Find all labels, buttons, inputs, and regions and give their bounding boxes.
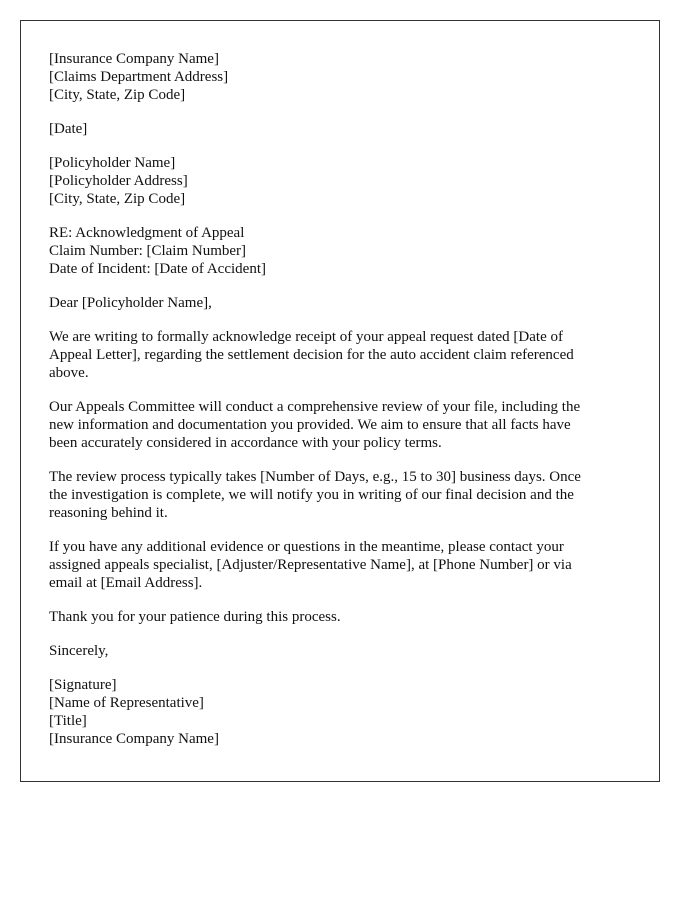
paragraph-line: Thank you for your patience during this process. bbox=[49, 609, 341, 625]
sender-city-state-zip: [City, State, Zip Code] bbox=[49, 87, 186, 103]
representative-title: [Title] bbox=[49, 713, 87, 729]
paragraph-line: new information and documentation you provided. We aim to ensure that all facts have bbox=[49, 417, 571, 433]
date-block bbox=[49, 120, 629, 138]
signature-block bbox=[49, 676, 629, 748]
paragraph-line: been accurately considered in accordance with your policy terms. bbox=[49, 435, 442, 451]
paragraph-line: assigned appeals specialist, [Adjuster/Representative Name], at [Phone Number] or via bbox=[49, 557, 572, 573]
paragraph-4 bbox=[49, 538, 629, 592]
sender-company: [Insurance Company Name] bbox=[49, 51, 219, 67]
paragraph-line: The review process typically takes [Number of Days, e.g., 15 to 30] business days. Once bbox=[49, 469, 581, 485]
paragraph-2 bbox=[49, 398, 629, 452]
letter-body bbox=[49, 50, 629, 748]
paragraph-3 bbox=[49, 468, 629, 522]
reference-block bbox=[49, 224, 629, 278]
signature-company: [Insurance Company Name] bbox=[49, 731, 219, 747]
closing: Sincerely, bbox=[49, 643, 109, 659]
paragraph-line: Appeal Letter], regarding the settlement decision for the auto accident claim referenced bbox=[49, 347, 574, 363]
paragraph-line: Our Appeals Committee will conduct a comprehensive review of your file, including the bbox=[49, 399, 581, 415]
recipient-city-state-zip: [City, State, Zip Code] bbox=[49, 191, 186, 207]
salutation: Dear [Policyholder Name], bbox=[49, 295, 212, 311]
paragraph-line: reasoning behind it. bbox=[49, 505, 168, 521]
recipient-address-block bbox=[49, 154, 629, 208]
paragraph-line: above. bbox=[49, 365, 89, 381]
letter-page bbox=[20, 20, 660, 782]
incident-date: Date of Incident: [Date of Accident] bbox=[49, 261, 266, 277]
letter-date: [Date] bbox=[49, 121, 88, 137]
recipient-name: [Policyholder Name] bbox=[49, 155, 176, 171]
sender-address-block bbox=[49, 50, 629, 104]
sender-address: [Claims Department Address] bbox=[49, 69, 229, 85]
representative-name: [Name of Representative] bbox=[49, 695, 204, 711]
closing-block bbox=[49, 642, 629, 660]
paragraph-line: the investigation is complete, we will notify you in writing of our final decision and the bbox=[49, 487, 574, 503]
salutation-block bbox=[49, 294, 629, 312]
subject-line: RE: Acknowledgment of Appeal bbox=[49, 225, 245, 241]
paragraph-5 bbox=[49, 608, 629, 626]
claim-number: Claim Number: [Claim Number] bbox=[49, 243, 247, 259]
paragraph-line: We are writing to formally acknowledge receipt of your appeal request dated [Date of bbox=[49, 329, 563, 345]
paragraph-line: If you have any additional evidence or questions in the meantime, please contact your bbox=[49, 539, 564, 555]
paragraph-line: email at [Email Address]. bbox=[49, 575, 203, 591]
signature: [Signature] bbox=[49, 677, 117, 693]
recipient-address: [Policyholder Address] bbox=[49, 173, 188, 189]
paragraph-1 bbox=[49, 328, 629, 382]
